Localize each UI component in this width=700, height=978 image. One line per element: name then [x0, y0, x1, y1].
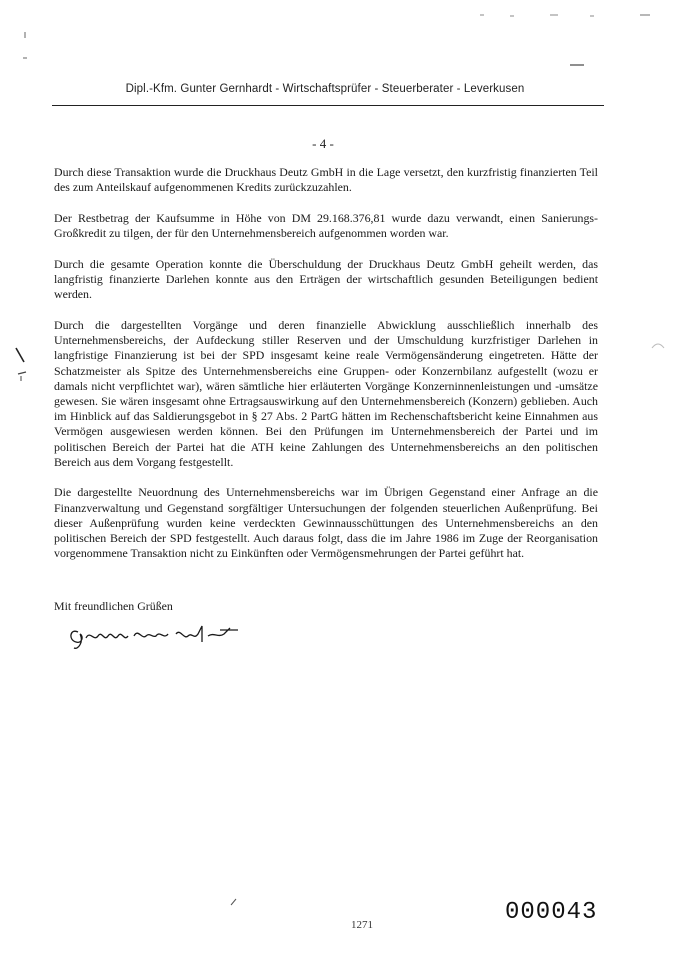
- letterhead: Dipl.-Kfm. Gunter Gernhardt - Wirtschaftsprüfer - Steuerberater - Leverkusen: [125, 83, 525, 95]
- scan-mark-bottom: [228, 896, 240, 908]
- margin-mark-right: [648, 338, 668, 358]
- scan-mark-left: [18, 30, 32, 70]
- page-marker: - 4 -: [312, 136, 334, 151]
- scan-mark-right: [568, 60, 588, 70]
- closing-salutation: Mit freundlichen Grüßen: [54, 599, 173, 613]
- paragraph-3: Durch die gesamte Operation konnte die Überschuldung der Druckhaus Deutz GmbH geheilt werden, das langfristig finanzierte Darlehen konnte aus den Erträgen der wirtschaftlich gesunden Beteiligungen bedient werden.: [54, 256, 598, 302]
- document-stamp-number: 000043: [505, 899, 598, 926]
- margin-annotation-mark: [12, 344, 32, 384]
- handwritten-signature: [68, 618, 268, 652]
- letter-body: [54, 165, 598, 577]
- paragraph-2: Der Restbetrag der Kaufsumme in Höhe von DM 29.168.376,81 wurde dazu verwandt, einen Sanierungs-Großkredit zu tilgen, der für den Unternehmensbereich aufgenommen worden war.: [54, 210, 598, 241]
- paragraph-1: Durch diese Transaktion wurde die Druckhaus Deutz GmbH in die Lage versetzt, den kurzfristig finanzierten Teil des zum Anteilskauf aufgenommenen Kredits zurückzuzahlen.: [54, 165, 598, 195]
- letterhead-divider: [52, 105, 604, 106]
- paragraph-5: Die dargestellte Neuordnung des Unternehmensbereichs war im Übrigen Gegenstand einer Anfrage an die Finanzverwaltung und Gegenstand sorgfältiger Untersuchungen der folgenden steuerlichen Außenprüfung. Bei dieser Außenprüfung wurden keine verdeckten Gewinnausschüttungen des Unternehmensbereichs an den politischen Bereich der SPD festgestellt. Auch daraus folgt, dass die im Jahre 1986 im Zuge der Reorganisation vorgenommene Transaktion nicht zu Einkünften oder Vermögensmehrungen der Partei geführt hat.: [54, 485, 598, 561]
- scan-mark-top: [470, 8, 670, 22]
- footer-page-number: 1271: [351, 919, 373, 931]
- paragraph-4: Durch die dargestellten Vorgänge und deren finanzielle Abwicklung ausschließlich innerhalb des Unternehmensbereichs, der Aufdeckung stiller Reserven und der Umschuldung kurzfristiger Darlehen in langfristige Finanzierung ist bei der SPD insgesamt keine reale Vermögensänderung eingetreten. Hätte der Schatzmeister als Spitze des Unternehmensbereichs eine Gruppen- oder Konzernbilanz aufgestellt (wozu er damals nicht verpflichtet war), wären sämtliche hier erläuterten Vorgänge Konzerninnenleistungen und -umsätze gewesen. Sie wären insgesamt ohne Ertragsauswirkung auf den Unternehmensbereich (Konzern) geblieben. Auch im Hinblick auf das Saldierungsgebot in § 27 Abs. 2 PartG hätten im Rechenschaftsbericht keine Einnahmen aus Vermögen ausgewiesen werden können. Bei den Prüfungen im Unternehmensbereich der Partei und im politischen Bereich der Partei hat die ATH keine Zahlungen des Unternehmensbereichs an den politischen Bereich aus dem Vorgang festgestellt.: [54, 317, 598, 469]
